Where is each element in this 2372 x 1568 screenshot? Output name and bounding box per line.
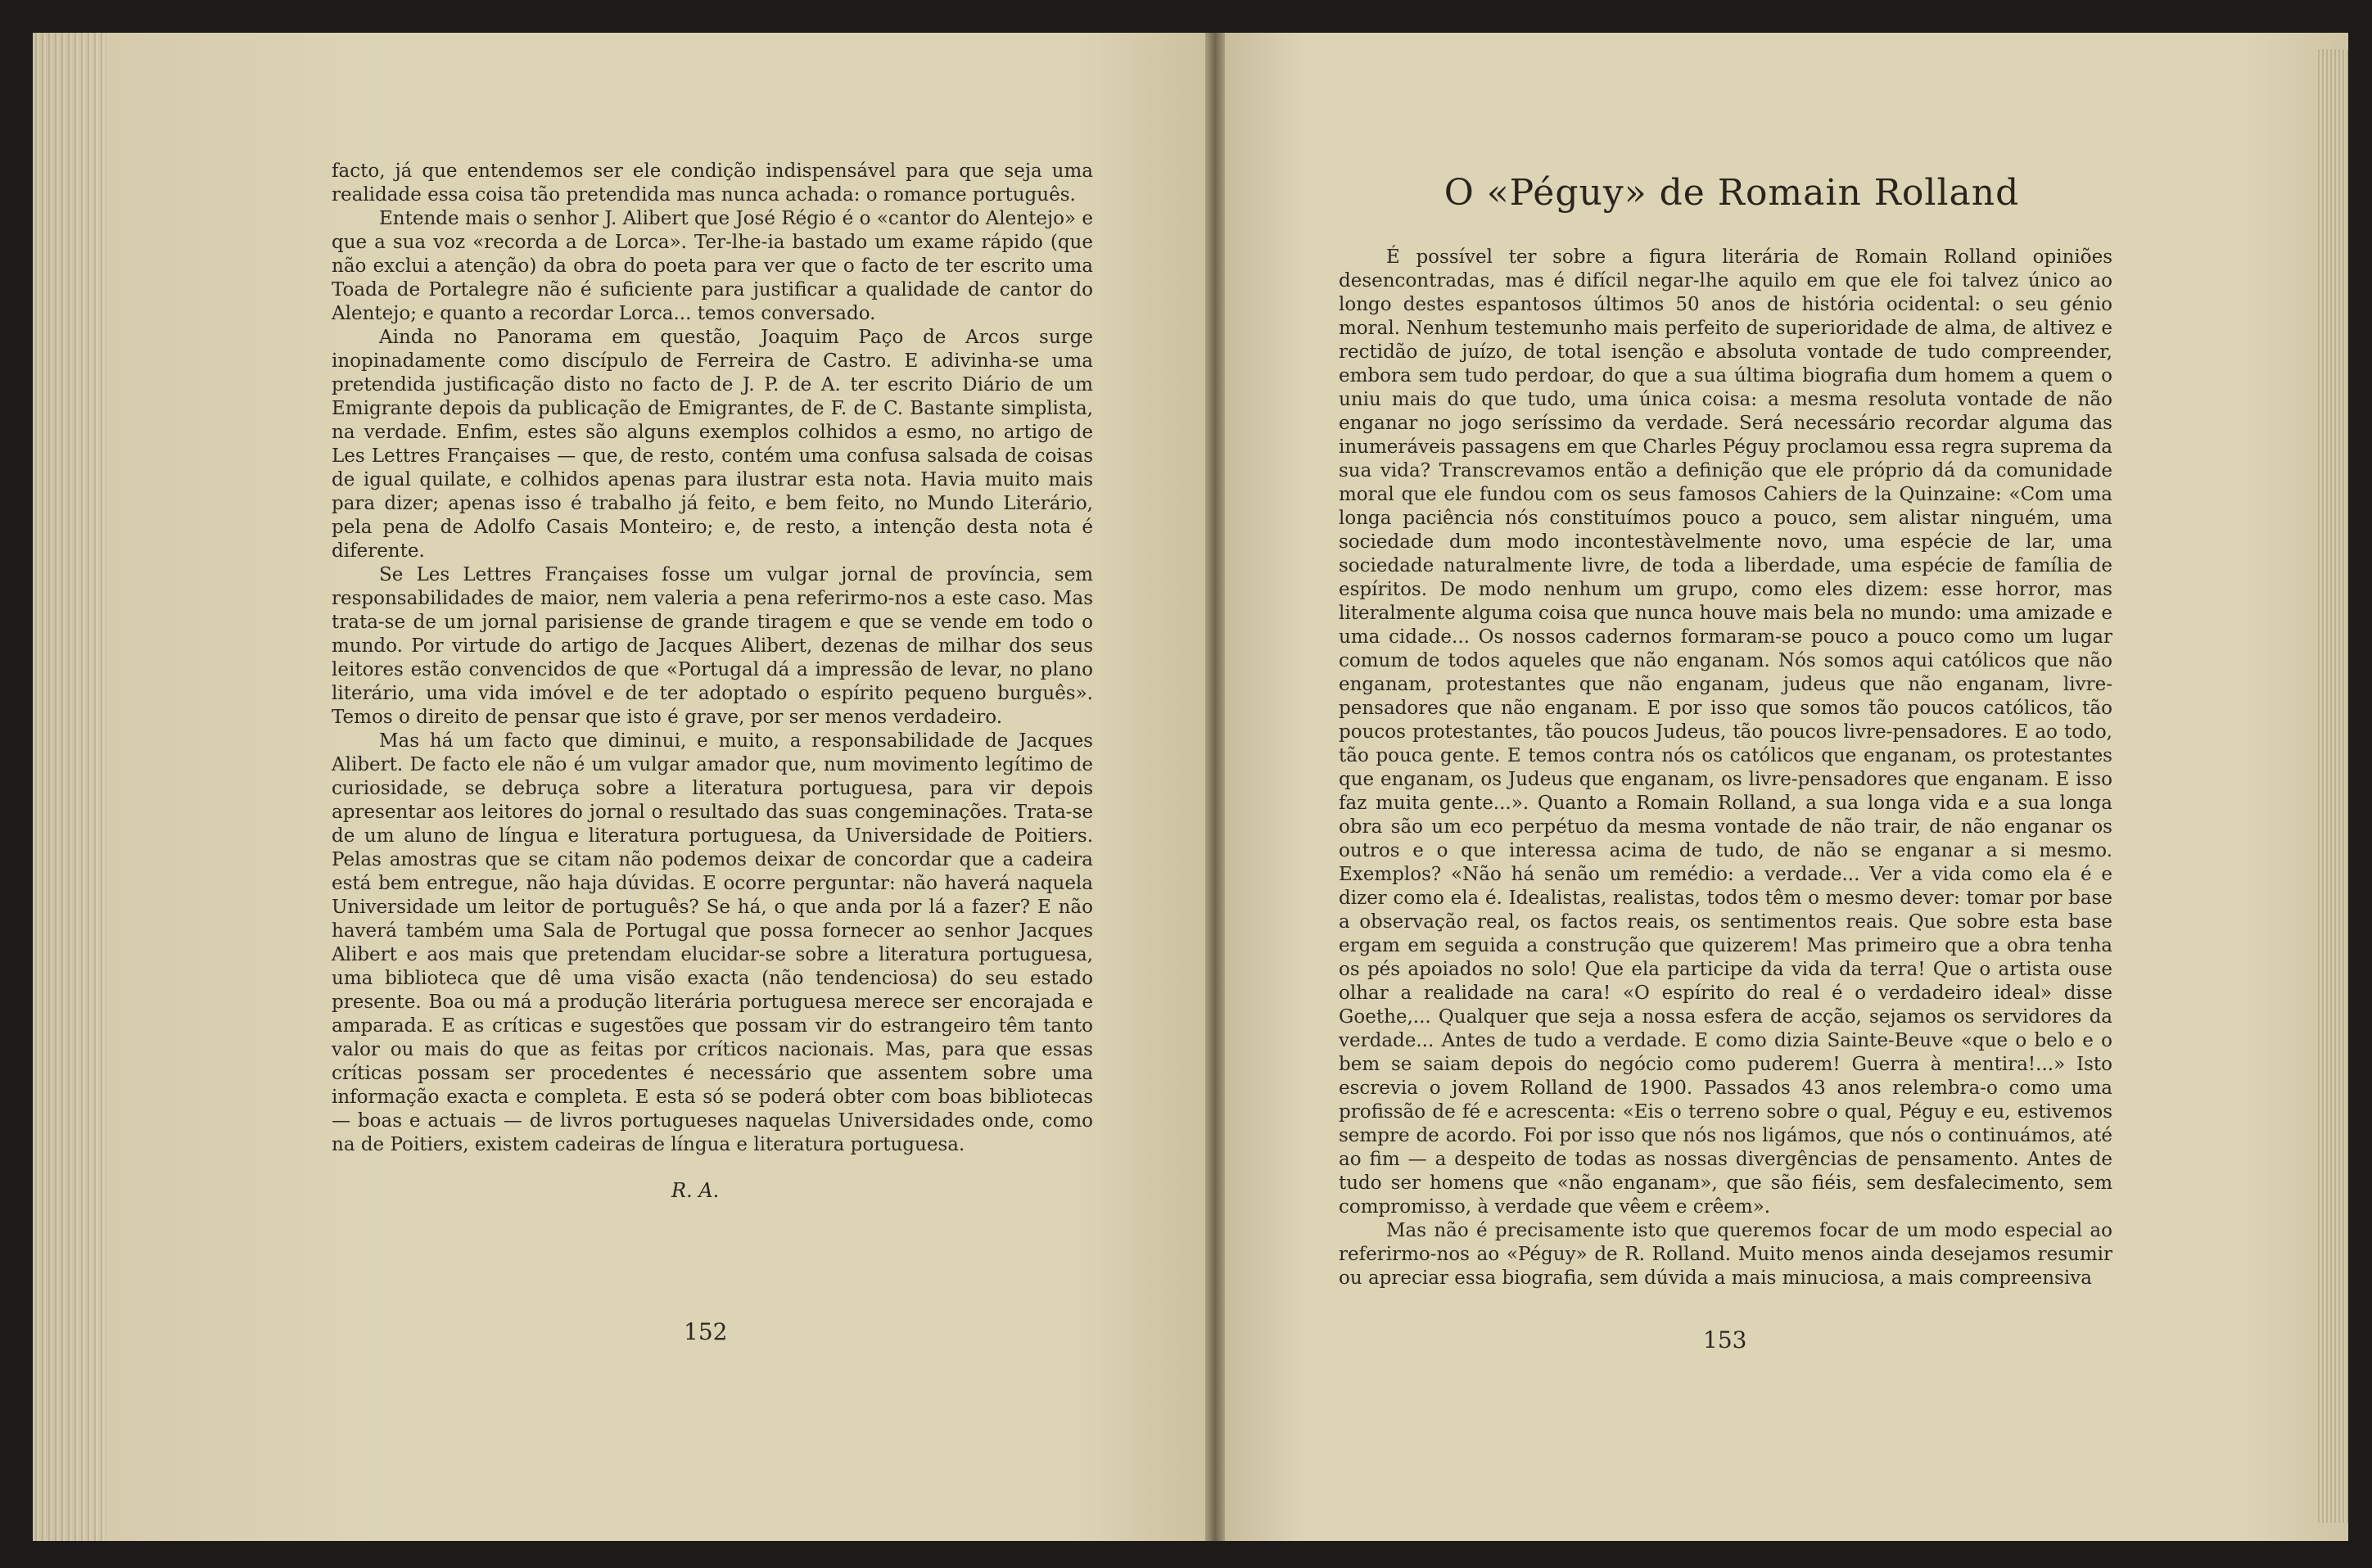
page-number-right: 153 (1703, 1326, 1747, 1353)
left-page-text (332, 160, 1093, 1157)
paragraph: É possível ter sobre a figura literária de Romain Rolland opiniões desencontradas, mas é difícil negar-lhe aquilo em que ele foi talvez único ao longo destes espantosos últimos 50 anos de história ocidental: o seu génio moral. Nenhum testemunho mais perfeito de superioridade de alma, de altivez e rectidão de juízo, de total isenção e absoluta vontade de tudo compreender, embora sem tudo perdoar, do que a sua última biografia dum homem a quem o uniu mais do que tudo, uma única coisa: a mesma resoluta vontade de não enganar no jogo seríssimo da verdade. Será necessário recordar alguma das inumeráveis passagens em que Charles Péguy proclamou essa regra suprema da sua vida? Transcrevamos então a definição que ele próprio dá da comunidade moral que ele fundou com os seus famosos Cahiers de la Quinzaine: «Com uma longa paciência nós constituímos pouco a pouco, sem alistar ninguém, uma sociedade dum modo incontestàvelmente novo, uma espécie de lar, uma sociedade naturalmente livre, de toda a liberdade, uma espécie de família de espíritos. De modo nenhum um grupo, como eles dizem: esse horror, mas literalmente alguma coisa que nunca houve mais bela no mundo: uma amizade e uma cidade... Os nossos cadernos formaram-se pouco a pouco como um lugar comum de todos aqueles que não enganam. Nós somos aqui católicos que não enganam, protestantes que não enganam, judeus que não enganam, livre-pensadores que não enganam. E por isso que somos tão poucos católicos, tão poucos protestantes, tão poucos Judeus, tão poucos livre-pensadores. E ao todo, tão pouca gente. E temos contra nós os católicos que enganam, os protestantes que enganam, os Judeus que enganam, os livre-pensadores que enganam. E isso faz muita gente...». Quanto a Romain Rolland, a sua longa vida e a sua longa obra são um eco perpétuo da mesma vontade de não trair, de não enganar os outros e o que interessa acima de tudo, de não se enganar a si mesmo. Exemplos? «Não há senão um remédio: a verdade... Ver a vida como ela é e dizer como ela é. Idealistas, realistas, todos têm o mesmo dever: tomar por base a observação real, os factos reais, os sentimentos reais. Que sobre esta base ergam em seguida a construção que quizerem! Mas primeiro que a obra tenha os pés apoiados no solo! Que ela participe da vida da terra! Que o artista ouse olhar a realidade na cara! «O espírito do real é o verdadeiro ideal» disse Goethe,... Qualquer que seja a nossa esfera de acção, sejamos os servidores da verdade... Antes de tudo a verdade. E como dizia Sainte-Beuve «que o belo e o bem se saiam depois do negócio como puderem! Guerra à mentira!...» Isto escrevia o jovem Rolland de 1900. Passados 43 anos relembra-o como uma profissão de fé e acrescenta: «Eis o terreno sobre o qual, Péguy e eu, estivemos sempre de acordo. Foi por isso que nós nos ligámos, que nós o continuámos, até ao fim — a despeito de todas as nossas divergências de pensamento. Antes de tudo ser homens que «não enganam», que são fiéis, sem desfalecimento, sem compromisso, à verdade que vêem e crêem». (1339, 246, 2112, 1218)
page-number-left: 152 (684, 1318, 728, 1345)
left-page-edges (33, 33, 106, 1541)
paragraph: Se Les Lettres Françaises fosse um vulgar jornal de província, sem responsabilidades de maior, nem valeria a pena referirmo-nos a este caso. Mas trata-se de um jornal parisiense de grande tiragem e que se vende em todo o mundo. Por virtude do artigo de Jacques Alibert, dezenas de milhar dos seus leitores estão convencidos de que «Portugal dá a impressão de levar, no plano literário, uma vida imóvel e de ter adoptado o espírito pequeno burguês». Temos o direito de pensar que isto é grave, por ser menos verdadeiro. (332, 564, 1093, 728)
author-signature: R. A. (671, 1179, 720, 1202)
paragraph: facto, já que entendemos ser ele condição indispensável para que seja uma realidade essa coisa tão pretendida mas nunca achada: o romance português. (332, 160, 1093, 206)
right-page-text (1339, 246, 2112, 1290)
right-page-edges (2316, 49, 2348, 1523)
paragraph: Entende mais o senhor J. Alibert que José Régio é o «cantor do Alentejo» e que a sua voz «recorda a de Lorca». Ter-lhe-ia bastado um exame rápido (que não exclui a atenção) da obra do poeta para ver que o facto de ter escrito uma Toada de Portalegre não é suficiente para justificar a qualidade de cantor do Alentejo; e quanto a recordar Lorca... temos conversado. (332, 208, 1093, 324)
paragraph: Mas não é precisamente isto que queremos focar de um modo especial ao referirmo-nos ao «Péguy» de R. Rolland. Muito menos ainda desejamos resumir ou apreciar essa biografia, sem dúvida a mais minuciosa, a mais compreensiva (1339, 1220, 2112, 1289)
paragraph: Ainda no Panorama em questão, Joaquim Paço de Arcos surge inopinadamente como discípulo de Ferreira de Castro. E adivinha-se uma pretendida justificação disto no facto de J. P. de A. ter escrito Diário de um Emigrante depois da publicação de Emigrantes, de F. de C. Bastante simplista, na verdade. Enfim, estes são alguns exemplos colhidos a esmo, no artigo de Les Lettres Françaises — que, de resto, contém uma confusa salsada de coisas de igual quilate, e colhidos apenas para ilustrar esta nota. Havia muito mais para dizer; apenas isso é trabalho já feito, e bem feito, no Mundo Literário, pela pena de Adolfo Casais Monteiro; e, de resto, a intenção desta nota é diferente. (332, 327, 1093, 562)
paragraph: Mas há um facto que diminui, e muito, a responsabilidade de Jacques Alibert. De facto ele não é um vulgar amador que, num movimento legítimo de curiosidade, se debruça sobre a literatura portuguesa, para vir depois apresentar aos leitores do jornal o resultado das suas congeminações. Trata-se de um aluno de língua e literatura portuguesa, da Universidade de Poitiers. Pelas amostras que se citam não podemos deixar de concordar que a cadeira está bem entregue, não haja dúvidas. E ocorre perguntar: não haverá naquela Universidade um leitor de português? Se há, o que anda por lá a fazer? E não haverá também uma Sala de Portugal que possa fornecer ao senhor Jacques Alibert e aos mais que pretendam elucidar-se sobre a literatura portuguesa, uma biblioteca que dê uma visão exacta (não tendenciosa) do seu estado presente. Boa ou má a produção literária portuguesa merece ser encorajada e amparada. E as críticas e sugestões que possam vir do estrangeiro têm tanto valor ou mais do que as feitas por críticos nacionais. Mas, para que essas críticas possam ser procedentes é necessário que assentem sobre uma informação exacta e completa. E esta só se poderá obter com boas bibliotecas — boas e actuais — de livros portugueses naquelas Universidades onde, como na de Poitiers, existem cadeiras de língua e literatura portuguesa. (332, 730, 1093, 1155)
book-gutter (1205, 33, 1225, 1541)
article-title: O «Péguy» de Romain Rolland (1444, 172, 2020, 214)
